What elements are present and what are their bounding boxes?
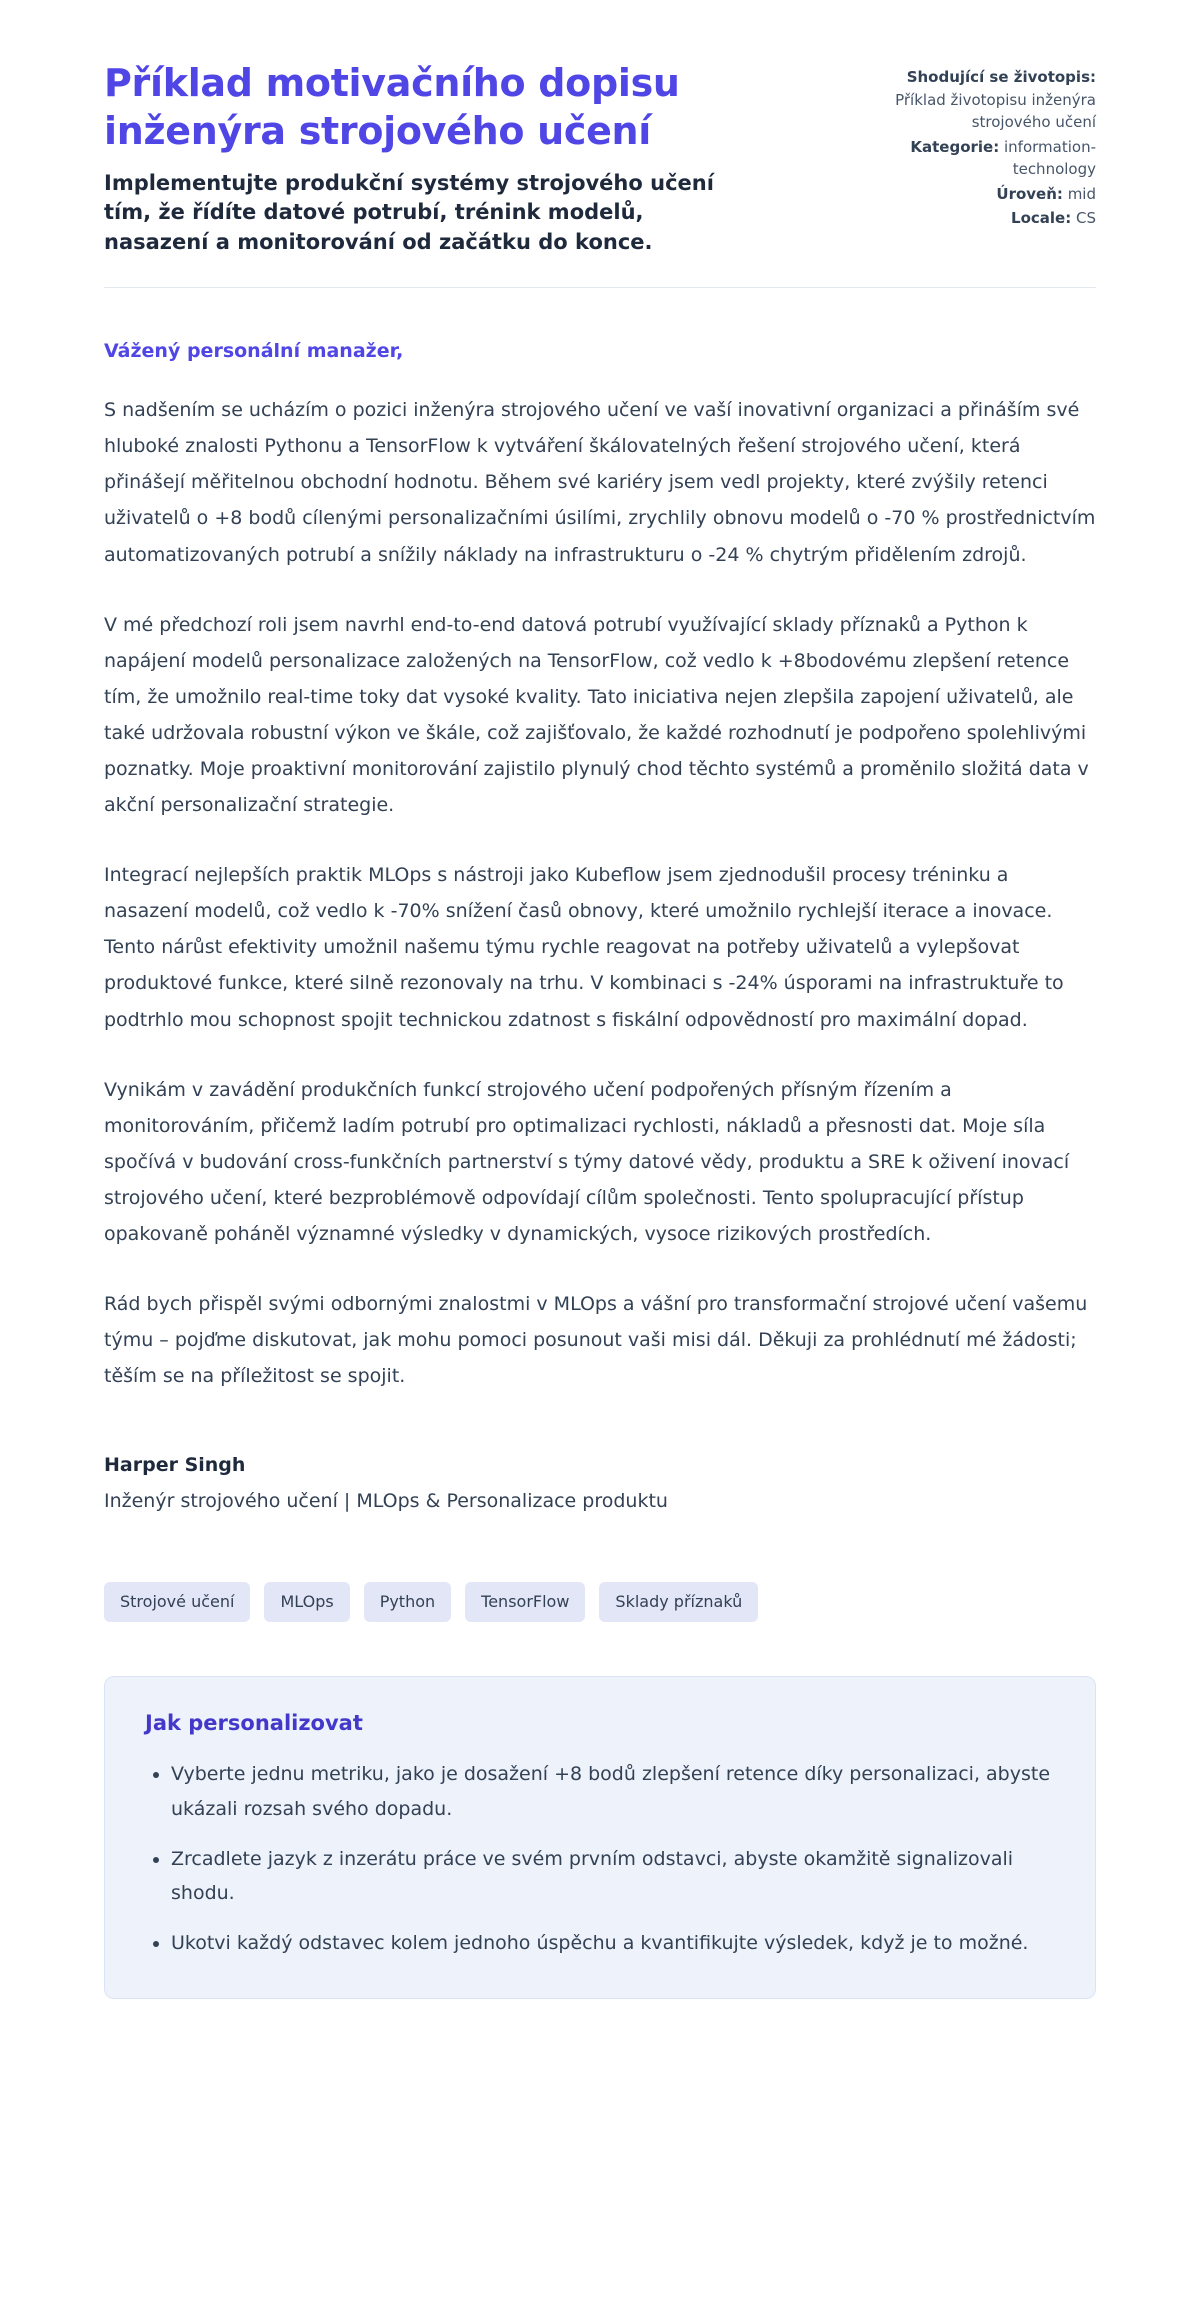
letter-greeting: Vážený personální manažer, xyxy=(104,340,404,363)
tag-tensorflow: TensorFlow xyxy=(465,1582,585,1622)
meta-locale-label: Locale: xyxy=(1011,209,1072,227)
letter-paragraph-4: Vynikám v zavádění produkčních funkcí strojového učení podpořených přísným řízením a monitorováním, přičemž ladím potrubí pro optimalizaci rychlosti, nákladů a přesnosti dat. Moje síla spočívá v budování cross-funkčních partnerství s týmy datové vědy, produktu a SRE k oživení inovací strojového učení, které bezproblémově odpovídají cílům společnosti. Tento spolupracující přístup opakovaně poháněl významné výsledky v dynamických, vysoce rizikových prostředích. xyxy=(104,1078,1070,1246)
tag-machine-learning: Strojové učení xyxy=(104,1582,250,1622)
tips-list xyxy=(145,1757,1055,1960)
meta-matching-resume xyxy=(864,66,1096,134)
meta-matching-resume-value: Příklad životopisu inženýra strojového učení xyxy=(895,90,1096,131)
tip-item-2: • Zrcadlete jazyk z inzerátu práce ve svém prvním odstavci, abyste okamžitě signalizovali shodu. xyxy=(171,1842,1055,1910)
meta-locale-value: CS xyxy=(1076,209,1096,227)
tip-item-3: • Ukotvi každý odstavec kolem jednoho úspěchu a kvantifikujte výsledek, když je to možné. xyxy=(171,1926,1055,1960)
header-left xyxy=(104,60,754,257)
letter-paragraph-2: V mé předchozí roli jsem navrhl end-to-end datová potrubí využívající sklady příznaků a Python k napájení modelů personalizace založených na TensorFlow, což vedlo k +8bodovému zlepšení retence tím, že umožnilo real-time toky dat vysoké kvality. Tato iniciativa nejen zlepšila zapojení uživatelů, ale také udržovala robustní výkon ve škále, což zajišťovalo, že každé rozhodnutí je podpořeno spolehlivými poznatky. Moje proaktivní monitorování zajistilo plynulý chod těchto systémů a proměnilo složitá data v akční personalizační strategie. xyxy=(104,613,1089,817)
letter-paragraph-1: S nadšením se ucházím o pozici inženýra strojového učení ve vaší inovativní organizaci a přináším své hluboké znalosti Pythonu a TensorFlow k vytváření škálovatelných řešení strojového učení, která přinášejí měřitelnou obchodní hodnotu. Během své kariéry jsem vedl projekty, které zvýšily retenci uživatelů o +8 bodů cílenými personalizačními úsilími, zrychlily obnovu modelů o -70 % prostřednictvím automatizovaných potrubí a snížily náklady na infrastrukturu o -24 % chytrým přidělením zdrojů. xyxy=(104,399,1096,566)
tag-mlops: MLOps xyxy=(264,1582,349,1622)
letter-paragraph-5: Rád bych přispěl svými odbornými znalostmi v MLOps a vášní pro transformační strojové učení vašemu týmu – pojďme diskutovat, jak mohu pomoci posunout vaši misi dál. Děkuji za prohlédnutí mé žádosti; těším se na příležitost se spojit. xyxy=(104,1293,1088,1388)
cover-letter-body xyxy=(104,288,1096,1512)
letter-paragraph-3: Integrací nejlepších praktik MLOps s nástroji jako Kubeflow jsem zjednodušil procesy tréninku a nasazení modelů, což vedlo k -70% snížení časů obnovy, které umožnilo rychlejší iterace a inovace. Tento nárůst efektivity umožnil našemu týmu rychle reagovat na potřeby uživatelů a vylepšovat produktové funkce, které silně rezonovaly na trhu. V kombinaci s -24% úsporami na infrastruktuře to podtrhlo mou schopnost spojit technickou zdatnost s fiskální odpovědností pro maximální dopad. xyxy=(104,864,1064,1031)
content-container xyxy=(104,0,1096,2119)
meta-category xyxy=(864,136,1096,181)
header xyxy=(104,60,1096,257)
meta-category-label: Kategorie: xyxy=(910,137,1000,156)
meta-level-label: Úroveň: xyxy=(996,184,1063,203)
page-subtitle: Implementujte produkční systémy strojového učení tím, že řídíte datové potrubí, trénink modelů, nasazení a monitorování od začátku do konce. xyxy=(104,171,714,254)
tag-feature-stores: Sklady příznaků xyxy=(599,1582,758,1622)
personalization-tips-box xyxy=(104,1676,1096,1999)
meta-panel xyxy=(864,66,1096,232)
meta-category-value: information-technology xyxy=(1004,137,1096,178)
tip-item-1: • Vyberte jednu metriku, jako je dosažení +8 bodů zlepšení retence díky personalizaci, abyste ukázali rozsah svého dopadu. xyxy=(171,1757,1055,1825)
meta-level xyxy=(864,183,1096,206)
page-title: Příklad motivačního dopisu inženýra strojového učení xyxy=(104,61,680,153)
meta-level-value: mid xyxy=(1067,184,1096,203)
tips-title: Jak personalizovat xyxy=(145,1711,363,1736)
signature-role: Inženýr strojového učení | MLOps & Personalizace produktu xyxy=(104,1490,668,1513)
meta-locale xyxy=(864,207,1096,230)
tag-list xyxy=(104,1582,1096,1622)
signature-name: Harper Singh xyxy=(104,1454,246,1477)
tag-python: Python xyxy=(364,1582,451,1622)
meta-matching-resume-label: Shodující se životopis: xyxy=(906,68,1096,86)
